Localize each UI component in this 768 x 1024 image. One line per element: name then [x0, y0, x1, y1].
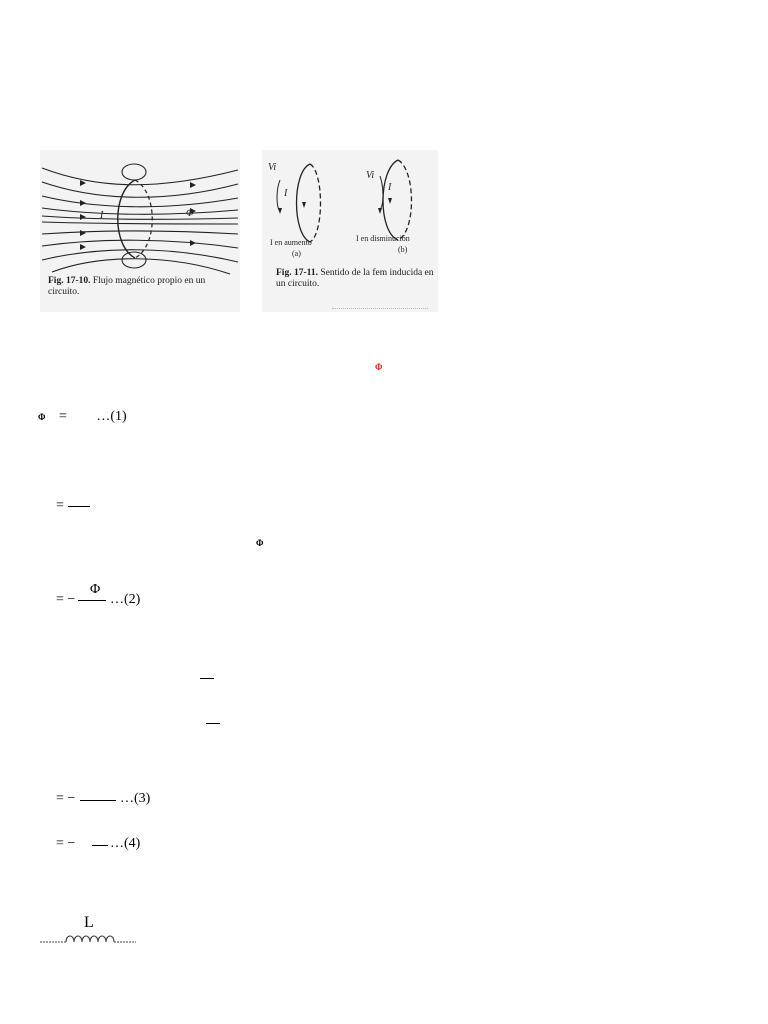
phi-symbol-red: Φ [375, 362, 383, 372]
equation-prefix: = − [56, 791, 76, 806]
equation-prefix: = − [56, 836, 76, 851]
equation-tag: …(4) [110, 836, 141, 851]
figure-caption [276, 268, 436, 290]
equation-4 [56, 836, 75, 852]
inductor-label: L [84, 914, 94, 931]
fraction-bar [80, 800, 116, 801]
caption-text: Flujo magnético propio en un circuito. [48, 276, 206, 297]
equation-tag: …(3) [120, 791, 151, 806]
equals-sign: = [58, 409, 67, 424]
equation-lhs: Φ [38, 412, 46, 422]
phi-symbol: Φ [256, 538, 264, 548]
current-label-a: I [284, 188, 288, 199]
voltage-label-b: Vi [366, 170, 375, 181]
fraction-bar [92, 845, 108, 846]
figure-17-10 [40, 150, 240, 312]
equation-2 [56, 592, 75, 608]
current-label-b: I [388, 182, 392, 193]
equation-1 [38, 409, 127, 425]
equals-sign: = [56, 498, 64, 513]
fraction-bar [200, 678, 214, 679]
equation-tag: …(2) [110, 592, 141, 607]
caption-text: Sentido de la fem inducida en un circuito. [276, 268, 434, 289]
flux-label: Φ [186, 208, 194, 219]
figure-number: Fig. 17-10. [48, 276, 91, 286]
panel-a-tag: (a) [292, 249, 301, 258]
voltage-label-a: Vi [268, 162, 277, 173]
figure-17-11 [262, 150, 438, 312]
panel-b-caption: I en disminución [356, 234, 410, 243]
figure-caption [48, 276, 238, 298]
current-label: I [100, 210, 104, 221]
fraction-bar [78, 600, 106, 601]
equation-fraction-a [56, 498, 64, 514]
equation-tag: …(1) [96, 409, 127, 424]
fraction-numerator: Φ [90, 582, 101, 597]
panel-b-tag: (b) [398, 245, 408, 254]
fraction-bar [68, 506, 90, 507]
equation-3 [56, 791, 75, 807]
inductor-coil-icon [40, 930, 136, 948]
figure-number: Fig. 17-11. [276, 268, 318, 278]
fraction-bar [206, 723, 220, 724]
equation-prefix: = − [56, 592, 76, 607]
panel-a-caption: I en aumento [270, 238, 312, 247]
scan-artifact-line [332, 308, 428, 309]
